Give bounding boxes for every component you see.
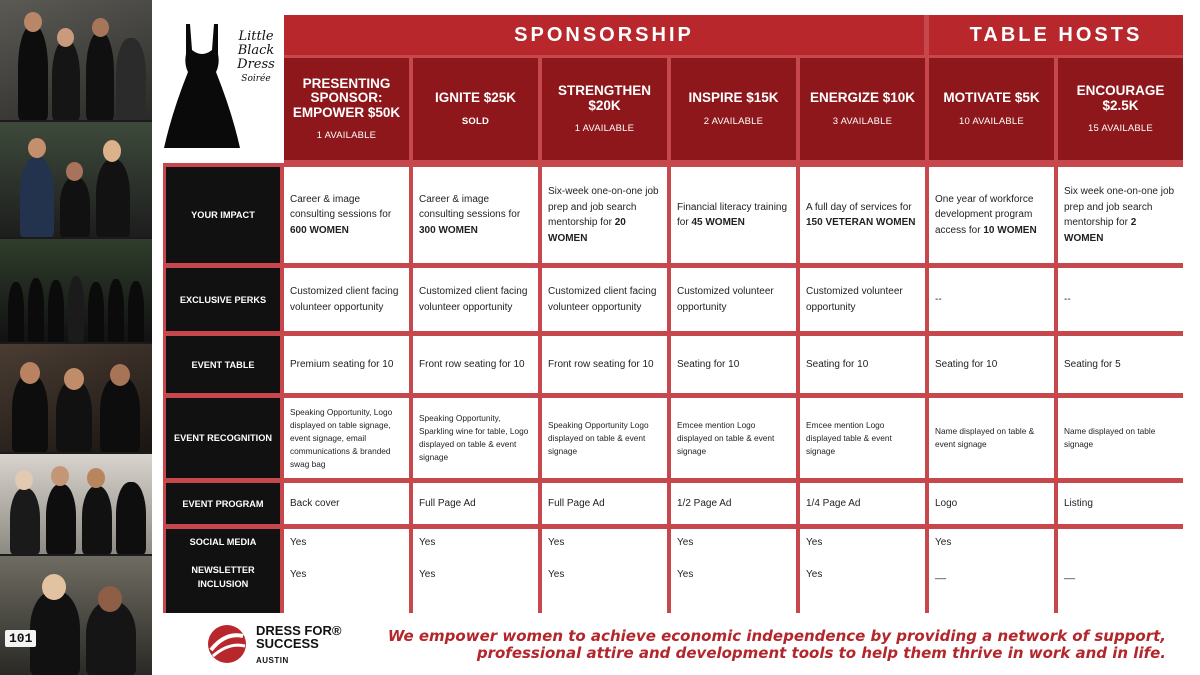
perks-value: Customized client facing volunteer opportunity	[548, 286, 657, 313]
impact-beneficiaries: 20 WOMEN	[548, 217, 626, 244]
event-photo-4	[0, 344, 152, 452]
row-label-perks: EXCLUSIVE PERKS	[166, 268, 280, 331]
impact-cell	[929, 167, 1054, 263]
impact-text	[290, 192, 403, 239]
event-photo-2	[0, 122, 152, 237]
photo-strip	[0, 0, 152, 675]
perks-value: Customized client facing volunteer opportunity	[290, 286, 399, 313]
impact-text	[935, 192, 1048, 239]
event-photo-1	[0, 0, 152, 120]
recognition-value: Name displayed on table signage	[1064, 426, 1156, 449]
tier-availability: 1 AVAILABLE	[574, 123, 635, 134]
recognition-value: Emcee mention Logo displayed on table & event signage	[677, 419, 775, 456]
recognition-cell	[542, 398, 667, 478]
tier-header-2	[542, 58, 667, 160]
tier-availability: 2 AVAILABLE	[703, 115, 764, 127]
org-name-line-2: SUCCESS	[256, 636, 319, 651]
newsletter-value: __	[935, 569, 947, 580]
perks-cell	[1058, 268, 1183, 331]
program-cell	[671, 483, 796, 524]
social-newsletter-cell	[284, 529, 409, 613]
sponsorship-table	[163, 15, 1183, 613]
logo-line-2: Black	[237, 43, 275, 58]
impact-beneficiaries: 45 WOMEN	[691, 217, 745, 228]
program-cell	[284, 483, 409, 524]
tagline-line-1: We empower women to achieve economic independence by providing a network of support,	[387, 627, 1166, 645]
perks-value: Customized volunteer opportunity	[677, 286, 774, 313]
program-cell	[542, 483, 667, 524]
impact-cell	[800, 167, 925, 263]
tier-availability: 1 AVAILABLE	[316, 130, 377, 142]
org-name	[256, 624, 341, 650]
perks-value: Customized volunteer opportunity	[806, 286, 903, 313]
impact-description: Career & image consulting sessions for	[419, 193, 521, 221]
perks-cell	[284, 268, 409, 331]
row-label-recognition: EVENT RECOGNITION	[166, 398, 280, 478]
impact-description: One year of workforce development program access for	[935, 193, 1034, 236]
event-photo-6	[0, 556, 152, 675]
newsletter-value: Yes	[806, 569, 823, 580]
tier-availability: 3 AVAILABLE	[832, 115, 893, 127]
impact-beneficiaries: 10 WOMEN	[983, 224, 1037, 236]
little-black-dress-logo	[160, 20, 282, 155]
recognition-value: Name displayed on table & event signage	[935, 426, 1035, 449]
table-value: Premium seating for 10	[290, 358, 394, 370]
social-media-value: Yes	[677, 537, 694, 548]
sponsorship-band: SPONSORSHIP	[284, 15, 924, 55]
table-cell	[542, 336, 667, 393]
tier-name: ENCOURAGE $2.5K	[1076, 83, 1165, 113]
program-cell	[413, 483, 538, 524]
org-name-line-1: DRESS FOR®	[256, 623, 342, 638]
tier-header-0	[284, 58, 409, 160]
table-cell	[1058, 336, 1183, 393]
recognition-value: Emcee mention Logo displayed table & event signage	[806, 419, 892, 456]
program-value: Logo	[935, 497, 958, 509]
impact-cell	[542, 167, 667, 263]
program-value: Listing	[1064, 497, 1093, 509]
table-cell	[800, 336, 925, 393]
newsletter-value: Yes	[548, 569, 565, 580]
social-newsletter-cell	[929, 529, 1054, 613]
impact-description: Career & image consulting sessions for	[290, 193, 392, 221]
impact-text	[677, 200, 790, 231]
newsletter-value: Yes	[290, 569, 307, 580]
perks-value: Customized client facing volunteer opportunity	[419, 286, 528, 313]
table-value: Seating for 10	[935, 358, 998, 370]
tier-availability: SOLD	[461, 115, 490, 127]
program-cell	[1058, 483, 1183, 524]
tier-availability: 15 AVAILABLE	[1088, 123, 1153, 134]
impact-description: Six-week one-on-one job prep and job search mentorship for	[548, 186, 659, 228]
tier-header-6	[1058, 58, 1183, 160]
social-newsletter-cell	[671, 529, 796, 613]
tier-availability: 10 AVAILABLE	[959, 115, 1024, 127]
social-newsletter-cell	[800, 529, 925, 613]
social-newsletter-cell	[413, 529, 538, 613]
dfs-swirl-icon	[205, 624, 249, 664]
impact-beneficiaries: 300 WOMEN	[419, 224, 478, 236]
program-cell	[929, 483, 1054, 524]
table-hosts-band: TABLE HOSTS	[929, 15, 1183, 55]
recognition-cell	[671, 398, 796, 478]
impact-cell	[671, 167, 796, 263]
event-photo-3	[0, 239, 152, 342]
social-newsletter-cell	[542, 529, 667, 613]
row-label-social: SOCIAL MEDIA	[189, 537, 257, 547]
social-newsletter-cell	[1058, 529, 1183, 613]
table-value: Seating for 10	[677, 358, 740, 370]
social-media-value: Yes	[935, 537, 952, 548]
impact-text	[419, 192, 532, 239]
impact-beneficiaries: 2 WOMEN	[1064, 217, 1137, 244]
tier-name: STRENGTHEN $20K	[557, 83, 651, 113]
tier-name: INSPIRE $15K	[688, 90, 779, 106]
program-value: Back cover	[290, 497, 340, 509]
table-cell	[671, 336, 796, 393]
row-label-impact: YOUR IMPACT	[166, 167, 280, 263]
program-cell	[800, 483, 925, 524]
tier-name: IGNITE $25K	[434, 90, 517, 106]
org-city: AUSTIN	[256, 656, 289, 665]
recognition-cell	[929, 398, 1054, 478]
impact-description: Six week one-on-one job prep and job search mentorship for	[1064, 186, 1175, 228]
mission-tagline	[380, 628, 1166, 662]
row-label-social-newsletter	[166, 529, 280, 613]
row-label-table: EVENT TABLE	[166, 336, 280, 393]
tier-header-1	[413, 58, 538, 160]
logo-line-4: Soirée	[241, 74, 271, 84]
event-photo-5	[0, 454, 152, 554]
perks-cell	[929, 268, 1054, 331]
perks-cell	[542, 268, 667, 331]
impact-description: Financial literacy training for	[677, 201, 788, 228]
perks-value: --	[935, 293, 942, 305]
recognition-cell	[413, 398, 538, 478]
tier-name: MOTIVATE $5K	[943, 90, 1040, 106]
program-value: Full Page Ad	[419, 497, 476, 509]
logo-line-1: Little	[238, 29, 274, 44]
tier-name: ENERGIZE $10K	[809, 90, 916, 106]
table-cell	[929, 336, 1054, 393]
impact-text	[806, 200, 919, 231]
recognition-value: Speaking Opportunity, Sparkling wine for table, Logo displayed on table & event signage	[419, 413, 529, 462]
tier-name: PRESENTING SPONSOR: EMPOWER $50K	[292, 75, 401, 120]
impact-text	[548, 184, 661, 246]
logo-line-3: Dress	[237, 57, 275, 72]
table-value: Seating for 10	[806, 358, 869, 370]
table-value: Seating for 5	[1064, 358, 1121, 370]
perks-value: --	[1064, 293, 1071, 305]
table-value: Front row seating for 10	[548, 358, 654, 370]
tier-header-3	[671, 58, 796, 160]
newsletter-value: Yes	[677, 569, 694, 580]
social-media-value: Yes	[548, 537, 565, 548]
tier-header-5	[929, 58, 1054, 160]
perks-cell	[800, 268, 925, 331]
impact-beneficiaries: 150 VETERAN WOMEN	[806, 217, 916, 228]
social-media-value: Yes	[806, 537, 823, 548]
table-cell	[413, 336, 538, 393]
impact-cell	[413, 167, 538, 263]
impact-description: A full day of services for	[806, 201, 912, 213]
impact-cell	[284, 167, 409, 263]
tagline-line-2: professional attire and development tools to help them thrive in work and in life.	[476, 644, 1166, 662]
impact-text	[1064, 184, 1177, 246]
photo-badge: 101	[5, 630, 36, 647]
impact-beneficiaries: 600 WOMEN	[290, 224, 349, 236]
logo-script	[230, 30, 282, 86]
dress-for-success-logo	[200, 620, 360, 670]
row-label-program: EVENT PROGRAM	[166, 483, 280, 524]
recognition-cell	[800, 398, 925, 478]
program-value: 1/4 Page Ad	[806, 497, 861, 509]
program-value: 1/2 Page Ad	[677, 497, 732, 509]
social-media-value: Yes	[290, 537, 307, 548]
perks-cell	[671, 268, 796, 331]
row-label-newsletter: NEWSLETTER INCLUSION	[191, 565, 255, 589]
table-cell	[284, 336, 409, 393]
recognition-value: Speaking Opportunity Logo displayed on table & event signage	[548, 419, 649, 456]
newsletter-value: Yes	[419, 569, 436, 580]
recognition-value: Speaking Opportunity, Logo displayed on table signage, event signage, email communications & branded swag bag	[290, 406, 393, 469]
newsletter-value: __	[1064, 569, 1076, 580]
social-media-value: Yes	[419, 537, 436, 548]
recognition-cell	[284, 398, 409, 478]
tier-header-4	[800, 58, 925, 160]
table-value: Front row seating for 10	[419, 358, 525, 370]
recognition-cell	[1058, 398, 1183, 478]
perks-cell	[413, 268, 538, 331]
impact-cell	[1058, 167, 1183, 263]
program-value: Full Page Ad	[548, 497, 605, 509]
